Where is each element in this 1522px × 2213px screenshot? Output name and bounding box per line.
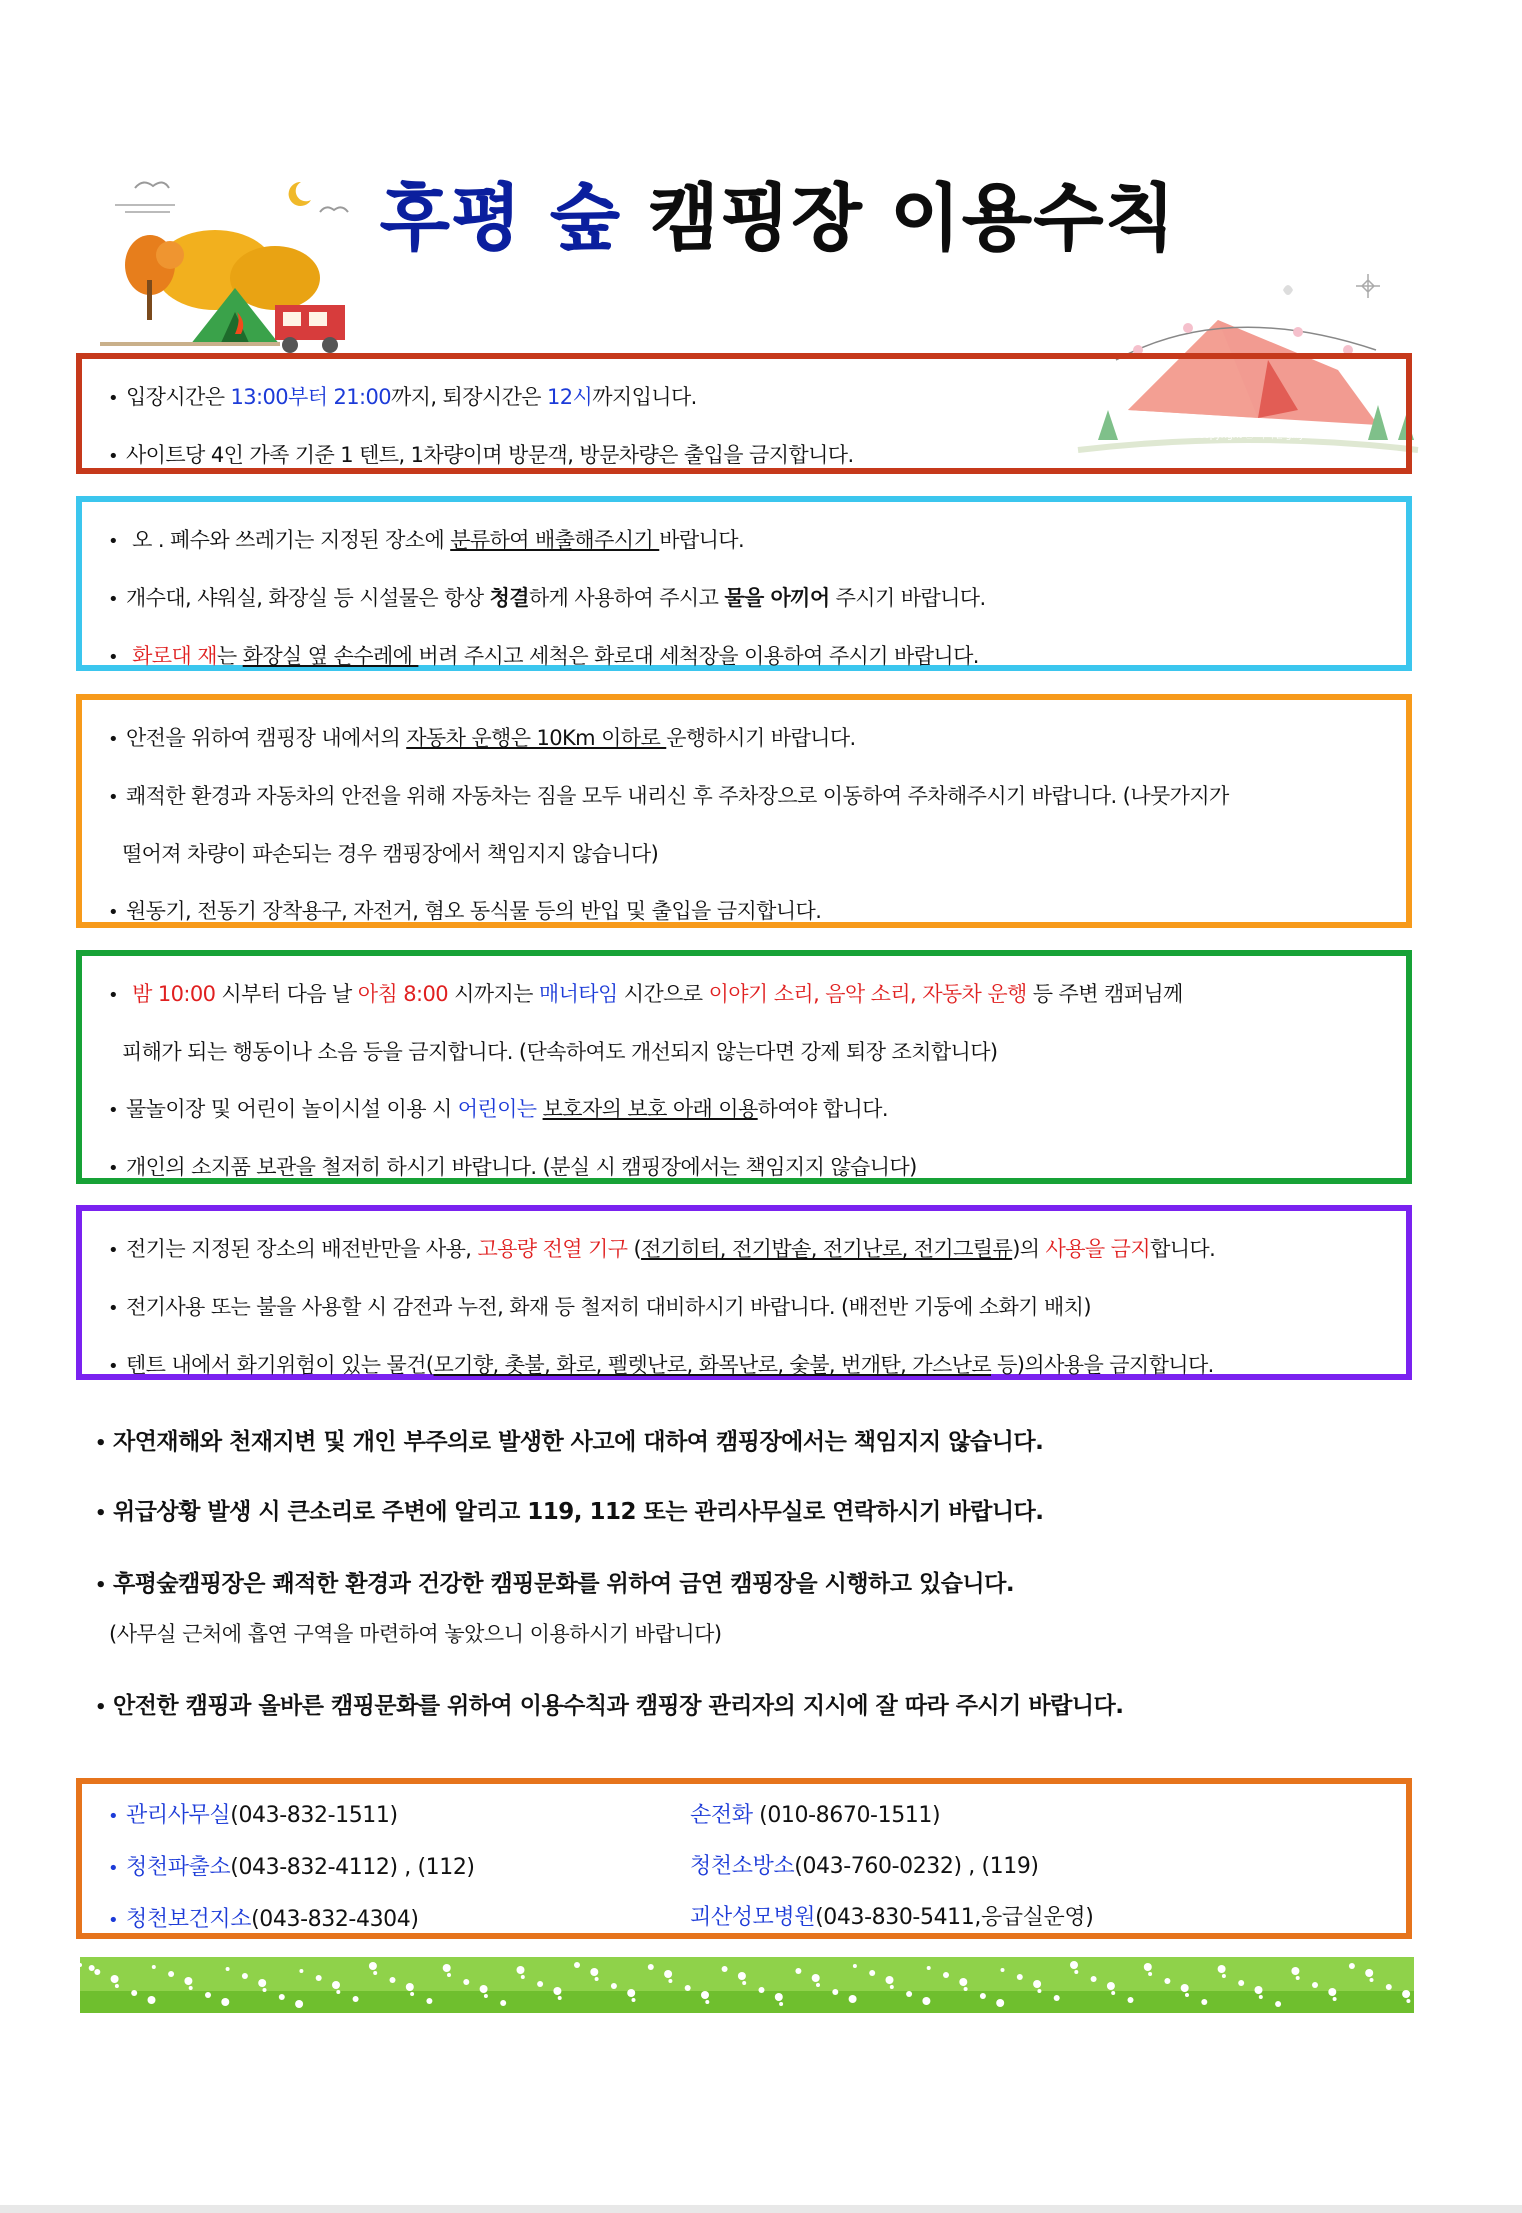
flower-dot <box>1328 1988 1336 1996</box>
rule-text: 는 <box>216 644 243 668</box>
flower-dot <box>221 1998 229 2006</box>
flower-dot <box>664 1970 672 1978</box>
rule-line <box>108 883 1380 941</box>
flower-dot <box>886 1976 894 1984</box>
flower-dot <box>295 2000 303 2008</box>
flower-dot <box>705 2000 709 2004</box>
flower-dot <box>226 1967 230 1971</box>
flower-dot <box>742 1981 746 1985</box>
rules-box-manners <box>76 950 1412 1184</box>
rule-text: 분류하여 배출해주시기 <box>450 528 660 552</box>
rule-text: 쾌적한 환경과 자동차의 안전을 위해 자동차는 짐을 모두 내리신 후 주차장으로 이동하여 주차해주시기 바랍니다. (나뭇가지가 <box>126 784 1229 808</box>
flower-dot <box>480 1985 488 1993</box>
flower-dot <box>1275 2001 1281 2007</box>
flower-dot <box>1312 1982 1318 1988</box>
bullet: • <box>108 729 119 750</box>
rule-text: 물을 아끼어 <box>724 586 830 610</box>
flower-dot <box>369 1962 377 1970</box>
rule-text: 사용을 금지 <box>1045 1237 1151 1261</box>
bullet: • <box>108 647 119 668</box>
flower-dot <box>299 1969 303 1973</box>
page-bottom-divider <box>0 2205 1522 2213</box>
flower-dot <box>759 1987 765 1993</box>
flower-dot <box>1406 1999 1410 2003</box>
rule-line <box>108 1024 1380 1081</box>
flower-dot <box>168 1971 174 1977</box>
flower-dot <box>1091 1976 1097 1982</box>
notice-emergency: • 위급상황 발생 시 큰소리로 주변에 알리고 119, 112 또는 관리사무실로 연락하시기 바랍니다. <box>95 1499 1044 1525</box>
title-part-2: 캠핑장 이용수칙 <box>648 176 1177 260</box>
flower-dot <box>1402 1990 1410 1998</box>
flower-dot <box>131 1990 137 1996</box>
flower-dot <box>1033 1980 1041 1988</box>
flower-dot <box>648 1964 654 1970</box>
notice-follow-rules: • 안전한 캠핑과 올바른 캠핑문화를 위하여 이용수칙과 캠핑장 관리자의 지시에 잘 따라 주시기 바랍니다. <box>95 1693 1124 1719</box>
rule-text: 고용량 전열 기구 <box>477 1237 628 1261</box>
flower-dot <box>1111 1991 1115 1995</box>
rule-text: 매너타임 <box>538 982 618 1006</box>
flower-dot <box>115 1984 119 1988</box>
flower-dot <box>558 1996 562 2000</box>
rule-text: 시까지는 <box>448 982 539 1006</box>
flower-dot <box>1107 1982 1115 1990</box>
rule-line <box>108 966 1380 1024</box>
flower-dot <box>685 1985 691 1991</box>
rule-text: 12시 <box>547 385 593 409</box>
contact-mobile: 손전화 (010-8670-1511) <box>690 1803 941 1828</box>
flower-dot <box>1181 1984 1189 1992</box>
rule-text: 시부터 다음 날 <box>215 982 358 1006</box>
flower-dot <box>1164 1978 1170 1984</box>
flower-dot <box>242 1973 248 1979</box>
flower-dot <box>447 1973 451 1977</box>
rule-text: 하여야 합니다. <box>757 1097 888 1121</box>
flower-dot <box>996 1999 1004 2007</box>
flower-dot <box>775 1993 783 2001</box>
rule-text: 어린이는 <box>457 1097 537 1121</box>
rule-text: 개인의 소지품 보관을 철저히 하시기 바랍니다. (분실 시 캠핑장에서는 책임지지 않습니다) <box>126 1155 917 1179</box>
rule-text: 까지입니다. <box>592 385 697 409</box>
flower-dot <box>1296 1976 1300 1980</box>
flower-dot <box>1128 1997 1134 2003</box>
bullet: • <box>108 902 119 923</box>
rule-text: 전기는 지정된 장소의 배전반만을 사용, <box>126 1237 478 1261</box>
flower-dot <box>189 1986 193 1990</box>
flower-dot <box>574 1962 580 1968</box>
flower-dot <box>668 1979 672 1983</box>
flower-dot <box>373 1971 377 1975</box>
flower-dot <box>611 1983 617 1989</box>
flower-dot <box>1365 1969 1373 1977</box>
rule-line <box>108 628 1380 686</box>
flower-dot <box>111 1975 119 1983</box>
rule-text: 밤 10:00 <box>126 982 216 1006</box>
flower-dot <box>410 1992 414 1996</box>
flower-dot <box>1054 1995 1060 2001</box>
bullet: • <box>108 787 119 808</box>
rule-text: 물놀이장 및 어린이 놀이시설 이용 시 <box>126 1097 458 1121</box>
rule-line <box>108 768 1380 826</box>
rule-line <box>108 512 1380 570</box>
rule-text: 안전을 위하여 캠핑장 내에서의 <box>126 726 407 750</box>
flower-dot <box>832 1989 838 1995</box>
flower-dot <box>779 2002 783 2006</box>
rule-text: 피해가 되는 행동이나 소음 등을 금지합니다. (단속하여도 개선되지 않는다면 강제 퇴장 조치합니다) <box>122 1040 998 1064</box>
flower-dot <box>816 1983 820 1987</box>
flower-dot <box>517 1966 525 1974</box>
page-title <box>380 176 1177 260</box>
rule-text: 보호자의 보호 아래 이용 <box>542 1097 758 1121</box>
flower-dot <box>627 1989 635 1997</box>
flower-dot <box>484 1994 488 1998</box>
flower-dot <box>1201 1999 1207 2005</box>
rule-text: 전기히터, 전기밥솥, 전기난로, 전기그릴류 <box>641 1237 1013 1261</box>
bullet: • <box>108 985 119 1006</box>
flower-dot <box>205 1992 211 1998</box>
rule-text: 오 . 폐수와 쓰레기는 지정된 장소에 <box>126 528 451 552</box>
flower-dot <box>1255 1986 1263 1994</box>
flower-dot <box>595 1977 599 1981</box>
flower-dot <box>1349 1963 1355 1969</box>
flower-dot <box>869 1970 875 1976</box>
rule-text: 전기사용 또는 불을 사용할 시 감전과 누전, 화재 등 철저히 대비하시기 바랍니다. (배전반 기둥에 소화기 배치) <box>126 1295 1091 1319</box>
flower-dot <box>964 1987 968 1991</box>
rule-text: 등)의사용을 금지합니다. <box>991 1353 1214 1377</box>
flower-dot <box>94 1969 100 1975</box>
rules-box-entry <box>76 353 1412 474</box>
flower-meadow-strip <box>80 1957 1414 2013</box>
bullet: • <box>108 589 119 610</box>
flower-dot <box>1037 1989 1041 1993</box>
rule-text: 사이트당 4인 가족 기준 1 텐트, 1차량이며 방문객, 방문차량은 출입을 금지합니다. <box>126 443 854 467</box>
notice-smoking-area: (사무실 근처에 흡연 구역을 마련하여 놓았으니 이용하시기 바랍니다) <box>109 1622 722 1646</box>
flower-dot <box>1074 1970 1078 1974</box>
rule-line <box>108 826 1380 883</box>
flower-dot <box>184 1977 192 1985</box>
flower-dot <box>1238 1980 1244 1986</box>
flower-dot <box>521 1975 525 1979</box>
camping-scene-illustration <box>95 160 395 360</box>
flower-dot <box>738 1972 746 1980</box>
notice-disaster: • 자연재해와 천재지변 및 개인 부주의로 발생한 사고에 대하여 캠핑장에서는 책임지지 않습니다. <box>95 1429 1044 1455</box>
rule-line <box>108 1139 1380 1197</box>
flower-dot <box>632 1998 636 2002</box>
flower-dot <box>849 1995 857 2003</box>
flower-dot <box>463 1979 469 1985</box>
rule-line <box>108 369 1380 427</box>
flower-dot <box>336 1990 340 1994</box>
rule-text: 청결 <box>489 586 529 610</box>
rule-line <box>108 1279 1380 1337</box>
rules-box-cleanliness <box>76 496 1412 671</box>
rule-text: 버려 주시고 세척은 화로대 세척장을 이용하여 주시기 바랍니다. <box>418 644 979 668</box>
rule-text: 시간으로 <box>617 982 709 1006</box>
flower-dot <box>258 1979 266 1987</box>
flower-dot <box>263 1988 267 1992</box>
flower-dot <box>426 1998 432 2004</box>
flower-dot <box>406 1983 414 1991</box>
flower-dot <box>1070 1961 1078 1969</box>
flower-dot <box>316 1975 322 1981</box>
flower-dot <box>443 1964 451 1972</box>
flower-dot <box>922 1997 930 2005</box>
flower-dot <box>353 1996 359 2002</box>
rule-text: 입장시간은 <box>126 385 231 409</box>
flower-dot <box>553 1987 561 1995</box>
flower-dot <box>537 1981 543 1987</box>
rule-line <box>108 427 1380 485</box>
rule-text: 떨어져 차량이 파손되는 경우 캠핑장에서 책임지지 않습니다) <box>122 842 659 866</box>
flower-dot <box>1017 1974 1023 1980</box>
flower-dot <box>927 1966 931 1970</box>
rule-text: 화장실 옆 손수레에 <box>242 644 419 668</box>
flower-dot <box>959 1978 967 1986</box>
flower-dot <box>722 1966 728 1972</box>
flower-dot <box>332 1981 340 1989</box>
flower-dot <box>279 1994 285 2000</box>
rule-text: 등 주변 캠퍼님께 <box>1026 982 1183 1006</box>
flower-dot <box>1218 1965 1226 1973</box>
flower-dot <box>795 1968 801 1974</box>
bullet: • <box>108 1356 119 1377</box>
flower-dot <box>1370 1978 1374 1982</box>
bullet: • <box>108 1100 119 1121</box>
rule-text: 원동기, 전동기 장착용구, 자전거, 혐오 동식물 등의 반입 및 출입을 금지합니다. <box>126 899 822 923</box>
rule-text: 바랍니다. <box>659 528 745 552</box>
rule-line <box>108 710 1380 768</box>
rule-text: ( <box>627 1237 642 1261</box>
rule-text: 운행하시기 바랍니다. <box>666 726 856 750</box>
contact-police: • 청천파출소(043-832-4112) , (112) <box>108 1855 475 1880</box>
rule-text: 주시기 바랍니다. <box>829 586 986 610</box>
contact-hospital: 괴산성모병원(043-830-5411,응급실운영) <box>690 1905 1094 1930</box>
flower-dot <box>152 1965 156 1969</box>
flower-dot <box>89 1965 95 1971</box>
flower-dot <box>1386 1984 1392 1990</box>
rule-text: 합니다. <box>1150 1237 1216 1261</box>
rule-text: 개수대, 샤워실, 화장실 등 시설물은 항상 <box>126 586 490 610</box>
rule-text: 자동차 운행은 10Km 이하로 <box>406 726 667 750</box>
rule-text: 텐트 내에서 화기위험이 있는 물건( <box>126 1353 434 1377</box>
rule-line <box>108 1337 1380 1395</box>
flower-dot <box>1291 1967 1299 1975</box>
flower-dot <box>390 1977 396 1983</box>
rule-line <box>108 1081 1380 1139</box>
rule-text: 아침 8:00 <box>357 982 448 1006</box>
flower-dot <box>853 1964 857 1968</box>
rules-box-vehicles <box>76 694 1412 928</box>
bullet: • <box>108 531 119 552</box>
rule-text: 하게 사용하여 주시고 <box>528 586 725 610</box>
flower-dot <box>1148 1972 1152 1976</box>
rule-text: 까지, 퇴장시간은 <box>391 385 548 409</box>
rule-text: 13:00부터 21:00 <box>230 385 391 409</box>
flower-dot <box>906 1991 912 1997</box>
bullet: • <box>108 388 119 409</box>
flower-dot <box>943 1972 949 1978</box>
notice-no-smoking: • 후평숲캠핑장은 쾌적한 환경과 건강한 캠핑문화를 위하여 금연 캠핑장을 시행하고 있습니다. <box>95 1571 1015 1597</box>
rule-text: )의 <box>1012 1237 1046 1261</box>
flower-dot <box>1185 1993 1189 1997</box>
flower-dot <box>500 2000 506 2006</box>
contact-health-center: • 청천보건지소(043-832-4304) <box>108 1907 419 1932</box>
bullet: • <box>108 446 119 467</box>
flower-dot <box>1222 1974 1226 1978</box>
contact-column-left <box>108 1790 690 1946</box>
rule-text: 화로대 재 <box>126 644 217 668</box>
flower-dot <box>1333 1997 1337 2001</box>
contact-box <box>76 1778 1412 1939</box>
flower-dot <box>148 1996 156 2004</box>
title-part-1: 후평 숲 <box>380 176 622 260</box>
rule-text: 이야기 소리, 음악 소리, 자동차 운행 <box>708 982 1027 1006</box>
flower-dot <box>1001 1968 1005 1972</box>
rule-text: 모기향, 촛불, 화로, 펠렛난로, 화목난로, 숯불, 번개탄, 가스난로 <box>433 1353 992 1377</box>
contact-fire-station: 청천소방소(043-760-0232) , (119) <box>690 1854 1039 1879</box>
flower-dot <box>1259 1995 1263 1999</box>
rule-line <box>108 1221 1380 1279</box>
bullet: • <box>108 1158 119 1179</box>
flower-dot <box>590 1968 598 1976</box>
rule-line <box>108 570 1380 628</box>
flower-dot <box>701 1991 709 1999</box>
contact-column-right <box>690 1790 1290 1946</box>
rules-box-electricity-fire <box>76 1205 1412 1380</box>
contact-office: • 관리사무실(043-832-1511) <box>108 1803 398 1828</box>
bullet: • <box>108 1240 119 1261</box>
tent-copyright: Copyright ⓒ 디지털 gillyun <box>1198 431 1316 441</box>
flower-dot <box>890 1985 894 1989</box>
flower-dot <box>1144 1963 1152 1971</box>
bullet: • <box>108 1298 119 1319</box>
flower-dot <box>980 1993 986 1999</box>
flower-dot <box>812 1974 820 1982</box>
